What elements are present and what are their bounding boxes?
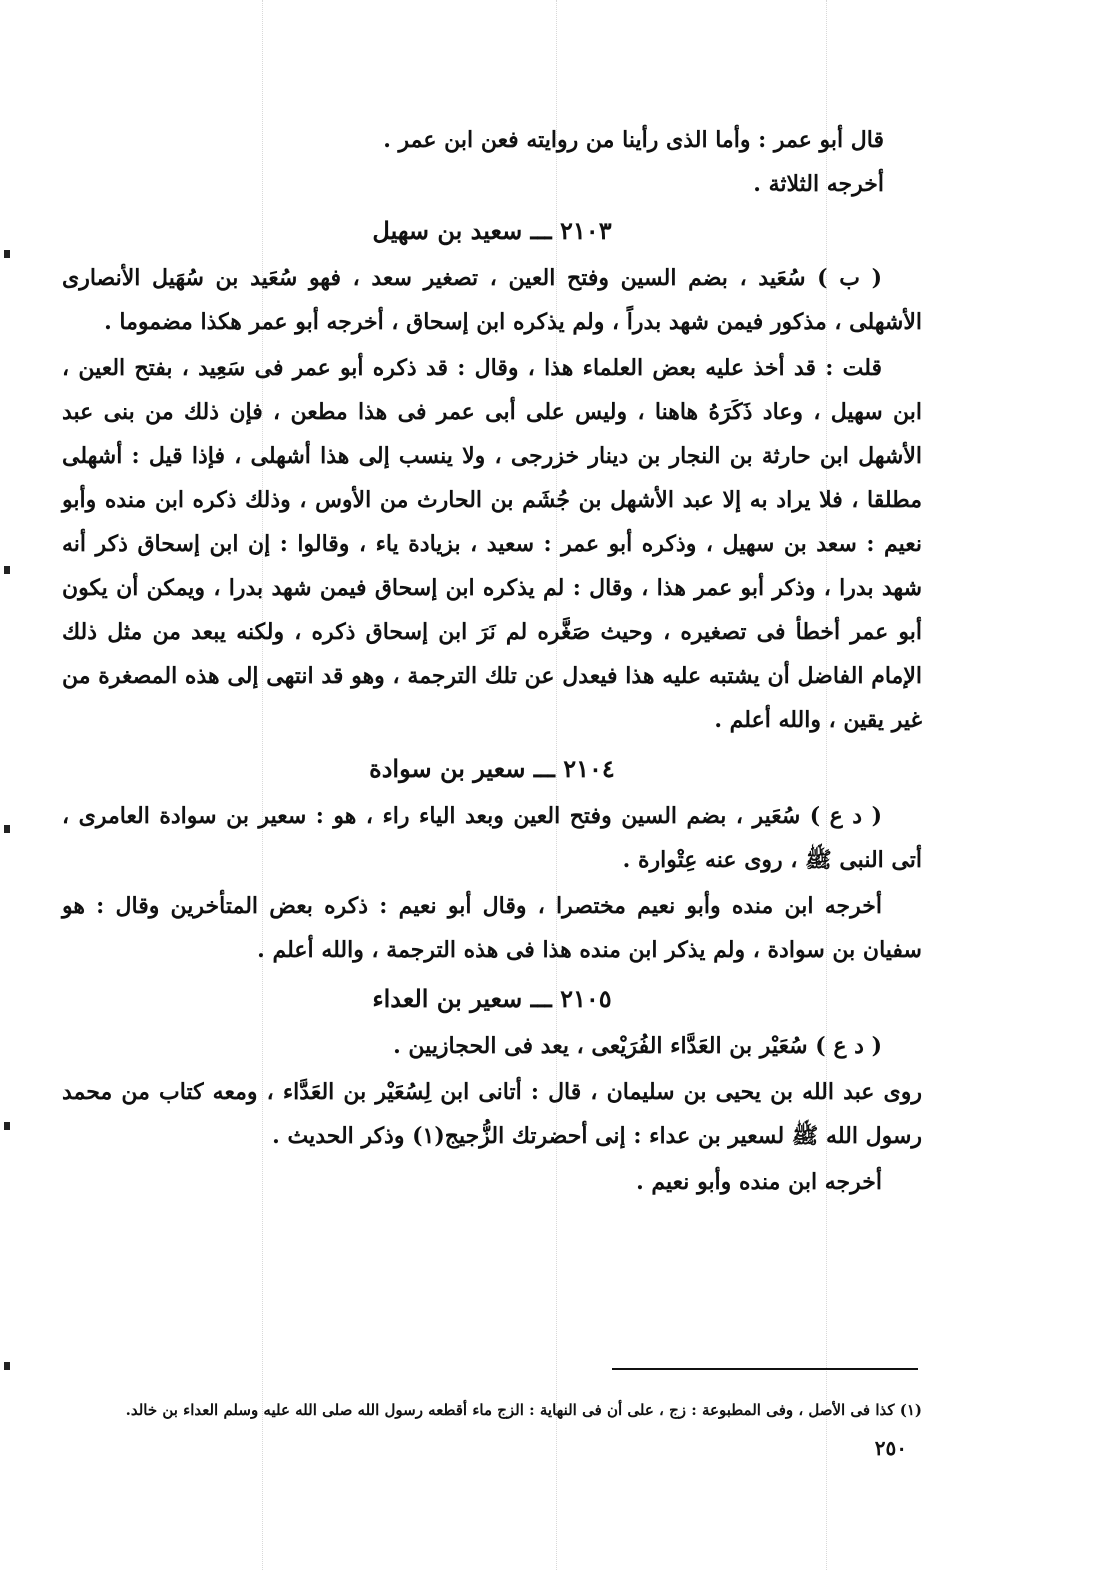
- margin-mark: [4, 1122, 10, 1130]
- entry-heading: ٢١٠٥ ـــ سعير بن العداء: [372, 984, 612, 1013]
- margin-mark: [4, 1362, 10, 1370]
- entry-paragraph: قلت : قد أخذ عليه بعض العلماء هذا ، وقال : قد ذكره أبو عمر فى سَعِيد ، بفتح العين ، ابن سهيل ، وعاد ذَكَرَهُ هاهنا ، وليس على أبى عمر فى هذا مطعن ، فإن ذلك من بنى عبد الأشهل ابن حارثة بن النجار بن دينار خزرجى ، ولا ينسب إلى هذا أشهلى ، فإذا قيل : أشهلى مطلقا ، فلا يراد به إلا عبد الأشهل بن جُشَم بن الحارث من الأوس ، وذلك ذكره ابن منده وأبو نعيم : سعد بن سهيل ، وذكره أبو عمر : سعيد ، بزيادة ياء ، وقالوا : إن ابن إسحاق ذكر أنه شهد بدرا ، وذكر أبو عمر هذا ، وقال : لم يذكره ابن إسحاق فيمن شهد بدرا ، ويمكن أن يكون أبو عمر أخطأ فى تصغيره ، وحيث صَغَّره لم نَرَ ابن إسحاق ذكره ، ولكنه يبعد من مثل ذلك الإمام الفاضل أن يشتبه عليه هذا فيعدل عن تلك الترجمة ، وهو قد انتهى إلى هذه المصغرة من غير يقين ، والله أعلم .: [62, 355, 922, 733]
- entry-paragraph: أخرجه ابن منده وأبو نعيم مختصرا ، وقال أبو نعيم : ذكره بعض المتأخرين وقال : هو سفيان بن سوادة ، ولم يذكر ابن منده هذا فى هذه الترجمة ، والله أعلم .: [62, 893, 922, 963]
- page-number: ٢٥٠: [874, 1436, 907, 1460]
- footnote: (١) كذا فى الأصل ، وفى المطبوعة : زج ، على أن فى النهاية : الزج ماء أقطعه رسول الله صلى الله عليه وسلم العداء بن خالد.: [125, 1401, 922, 1419]
- entry-heading: ٢١٠٤ ـــ سعير بن سوادة: [369, 754, 615, 783]
- page-body: [62, 118, 922, 1206]
- intro-line-2: أخرجه الثلاثة .: [753, 171, 884, 197]
- entry-paragraph: ( د ع ) سُعَيْر بن العَدَّاء الفُرَيْعى ، يعد فى الحجازيين .: [393, 1033, 882, 1059]
- entry-paragraph: ( د ع ) سُعَير ، بضم السين وفتح العين وبعد الياء راء ، هو : سعير بن سوادة العامرى ، أتى النبى ﷺ ، روى عنه عِتْوارة .: [62, 803, 922, 873]
- margin-mark: [4, 566, 10, 574]
- intro-line-1: قال أبو عمر : وأما الذى رأينا من روايته فعن ابن عمر .: [383, 127, 884, 153]
- entry-paragraph: ( ب ) سُعَيد ، بضم السين وفتح العين ، تصغير سعد ، فهو سُعَيد بن سُهَيل الأنصارى الأشهلى ، مذكور فيمن شهد بدراً ، ولم يذكره ابن إسحاق ، أخرجه أبو عمر هكذا مضموما .: [62, 265, 922, 335]
- margin-mark: [4, 825, 10, 833]
- entry-paragraph: روى عبد الله بن يحيى بن سليمان ، قال : أتانى ابن لِسُعَيْر بن العَدَّاء ، ومعه كتاب من محمد رسول الله ﷺ لسعير بن عداء : إنى أحضرتك الزُّجيج(١) وذكر الحديث .: [62, 1079, 922, 1149]
- entry-heading: ٢١٠٣ ـــ سعيد بن سهيل: [372, 216, 612, 245]
- footnote-divider: [612, 1368, 918, 1370]
- margin-mark: [4, 250, 10, 258]
- entry-paragraph: أخرجه ابن منده وأبو نعيم .: [636, 1169, 882, 1195]
